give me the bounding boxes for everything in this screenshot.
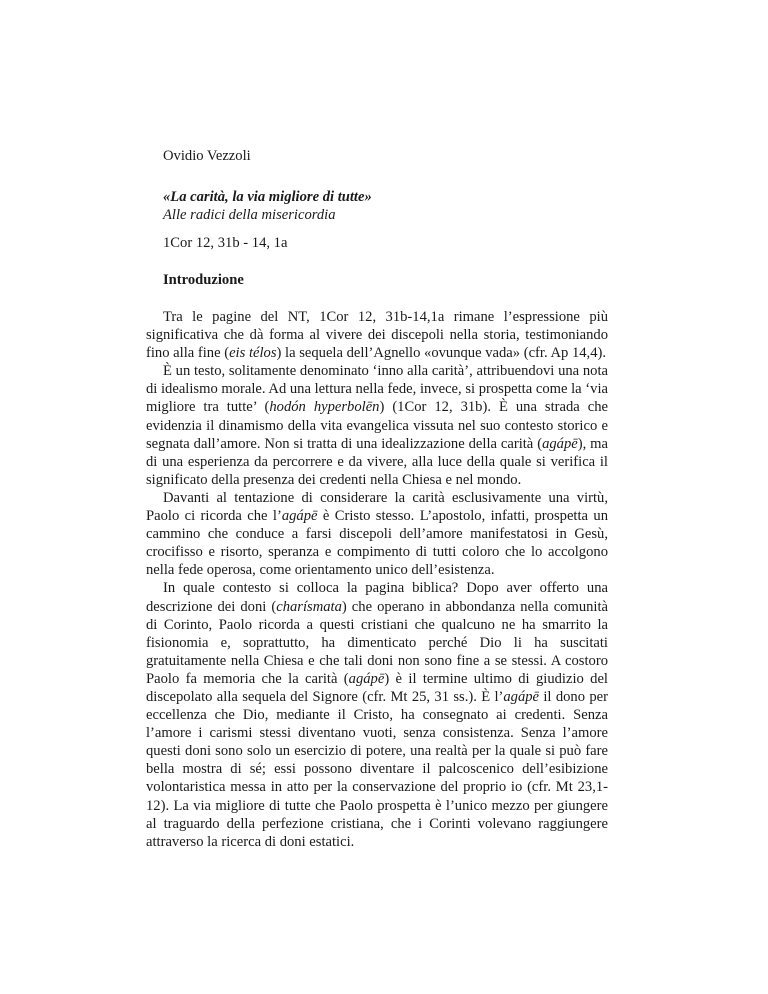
title-block	[163, 188, 372, 224]
article-subtitle: Alle radici della misericordia	[163, 207, 336, 223]
italic-term: agápē	[542, 435, 578, 452]
text-run: ) la sequela dell’Agnello «ovunque vada» (cfr. Ap 14,4).	[276, 345, 606, 362]
text-run: ) è il termine ultimo di giudizio del discepolato alla sequela del Signore (cfr. Mt 25, 31 ss.). È l’	[146, 670, 608, 705]
text-run: Davanti al tentazione di considerare la carità esclusivamente una virtù, Paolo ci ricorda che l’	[146, 489, 608, 525]
text-run: È un testo, solitamente denominato ‘inno alla carità’, attribuendovi una nota di idealismo morale. Ad una lettura nella fede, invece, si prospetta come la ‘via migliore tra tutte’ (	[146, 363, 608, 416]
text-run: In quale contesto si colloca la pagina biblica? Dopo aver offerto una descrizione dei doni (	[146, 580, 608, 615]
scripture-reference: 1Cor 12, 31b - 14, 1a	[163, 235, 288, 251]
body-paragraph	[146, 362, 608, 489]
text-run: ) (1Cor 12, 31b). È una strada che evidenzia il dinamismo della vita evangelica vissuta nel suo contesto storico e segnata dall’amore. Non si tratta di una idealizzazione della carità (	[146, 399, 608, 452]
text-run: è Cristo stesso. L’apostolo, infatti, prospetta un cammino che conduce a farsi discepoli dell’amore manifestatosi in Gesù, crocifisso e risorto, speranza e compimento di tutti coloro che lo accolgono nella fede operosa, come orientamento unico dell’esistenza.	[146, 508, 608, 579]
author-name: Ovidio Vezzoli	[163, 148, 251, 164]
text-run: il dono per eccellenza che Dio, mediante il Cristo, ha consegnato ai credenti. Senza l’amore i carismi stessi diventano vuoti, senza consistenza. Senza l’amore questi doni sono solo un esercizio di potere, una realtà per la quale si può fare bella mostra di sé; essi possono diventare il palcoscenico dell’esibizione volontaristica messa in atto per la conservazione del proprio io (cfr. Mt 23,1-12). La via migliore di tutte che Paolo prospetta è l’unico mezzo per giungere al traguardo della perfezione cristiana, che i Corinti volevano raggiungere attraverso la ricerca di doni estatici.	[146, 688, 608, 850]
article-title: «La carità, la via migliore di tutte»	[163, 189, 372, 205]
body-text	[146, 308, 608, 851]
italic-term: agápē	[281, 508, 318, 525]
text-run: Tra le pagine del NT, 1Cor 12, 31b-14,1a rimane l’espressione più significativa che dà forma al vivere dei discepoli nella storia, testimoniando fino alla fine (	[146, 309, 608, 362]
italic-term: agápē	[348, 670, 385, 687]
section-heading: Introduzione	[163, 272, 244, 288]
italic-term: hodón hyperbolēn	[269, 399, 380, 416]
body-paragraph	[146, 489, 608, 579]
body-paragraph	[146, 308, 608, 362]
italic-term: eis télos	[229, 345, 277, 362]
text-run: ) che operano in abbondanza nella comunità di Corinto, Paolo ricorda a questi cristiani che qualcuno ne ha smarrito la fisionomia e, soprattutto, ha dimenticato perché Dio li ha suscitati gratuitamente nella Chiesa e che tali doni non sono fine a se stessi. A costoro Paolo fa memoria che la carità (	[146, 598, 609, 687]
text-run: ), ma di una esperienza da percorrere e da vivere, alla luce della quale si verifica il significato della presenza dei credenti nella Chiesa e nel mondo.	[146, 435, 608, 488]
body-paragraph	[146, 579, 608, 850]
italic-term: charísmata	[276, 598, 342, 615]
italic-term: agápē	[503, 688, 540, 705]
